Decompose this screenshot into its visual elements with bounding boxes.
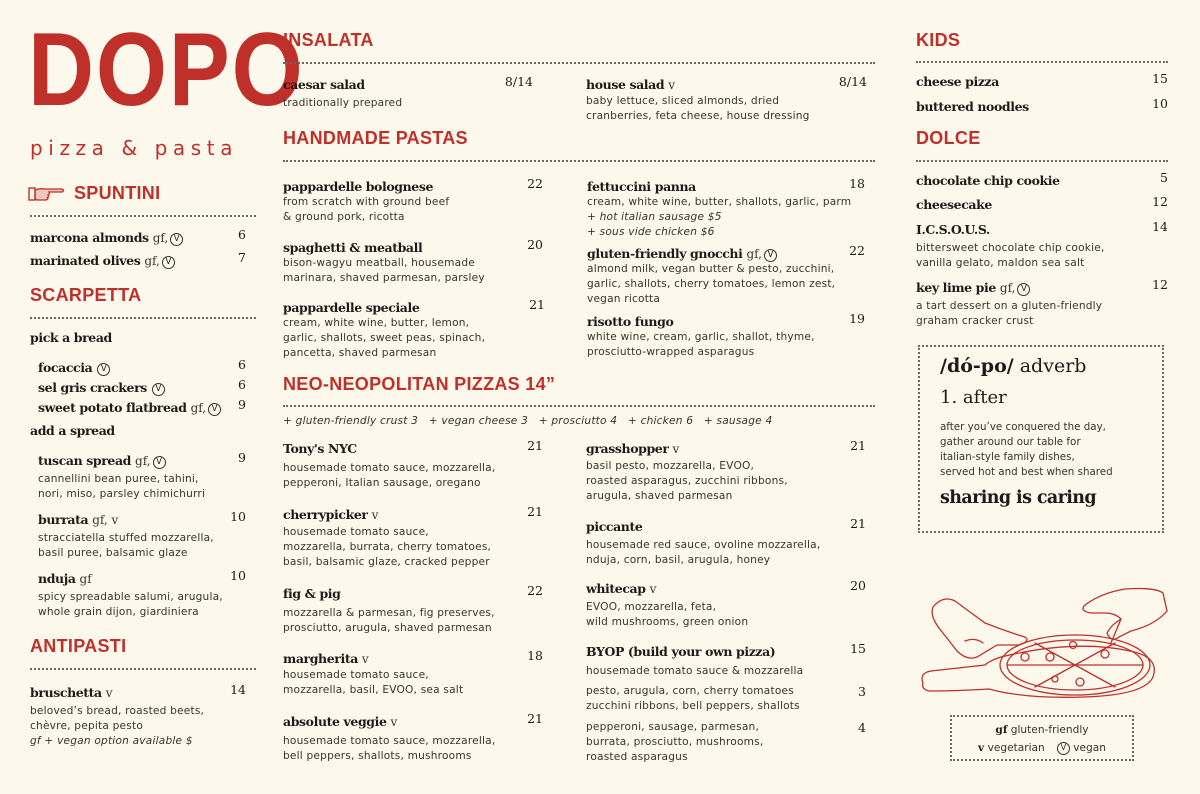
item-description: basil puree, balsamic glaze	[38, 547, 188, 559]
item-description: EVOO, mozzarella, feta,	[586, 601, 717, 613]
topping-list: roasted asparagus	[586, 751, 688, 763]
item-price: 19	[849, 311, 865, 326]
item-description: spicy spreadable salumi, arugula,	[38, 591, 223, 603]
item-price: 21	[850, 438, 866, 453]
diet-tag: gf,	[135, 454, 151, 468]
item-price: 21	[527, 711, 543, 726]
item-description: from scratch with ground beef	[283, 196, 450, 208]
divider	[916, 160, 1168, 162]
item-name: sweet potato flatbread	[38, 400, 187, 415]
section-title-spuntini	[28, 183, 160, 204]
item-name: pappardelle bolognese	[283, 179, 434, 194]
item-name: BYOP (build your own pizza)	[586, 644, 776, 659]
item-name: spaghetti & meatball	[283, 240, 423, 255]
part-of-speech: adverb	[1019, 355, 1087, 377]
menu-item	[283, 237, 543, 286]
divider	[916, 61, 1168, 63]
section-title-text: SPUNTINI	[74, 183, 161, 203]
vegan-icon: V	[153, 456, 166, 469]
menu-item	[283, 504, 543, 570]
item-name: chocolate chip cookie	[916, 173, 1060, 188]
diet-tag: gf,	[999, 281, 1016, 295]
menu-item	[38, 397, 256, 416]
item-description: white wine, cream, garlic, shallot, thyme,	[587, 331, 815, 343]
definition-line: after you’ve conquered the day,	[940, 421, 1106, 433]
item-description: beloved’s bread, roasted beets,	[30, 705, 205, 717]
definition-meaning: 1. after	[940, 387, 1007, 408]
item-name: marcona almonds	[30, 230, 149, 245]
item-description: cranberries, feta cheese, house dressing	[586, 110, 810, 122]
menu-item	[586, 516, 866, 568]
item-price: 20	[527, 237, 543, 252]
item-price: 22	[849, 243, 865, 258]
item-note: gf + vegan option available $	[30, 735, 193, 747]
legend-row	[952, 721, 1132, 739]
byop-topping-group	[586, 720, 866, 765]
item-description: housemade tomato sauce,	[283, 526, 429, 538]
item-name: Tony's NYC	[283, 441, 357, 456]
menu-item	[38, 568, 256, 620]
item-name: burrata	[38, 512, 89, 527]
divider	[283, 160, 875, 162]
menu-item	[38, 450, 256, 502]
vegan-icon: V	[162, 256, 175, 269]
item-price: 15	[850, 641, 866, 656]
topping-price: 3	[858, 684, 866, 699]
diet-tag: v	[371, 508, 379, 522]
menu-item	[30, 250, 256, 269]
item-description: vanilla gelato, maldon sea salt	[916, 257, 1085, 269]
item-name: sel gris crackers	[38, 380, 147, 395]
divider	[30, 317, 256, 319]
menu-item	[586, 578, 866, 630]
item-description: pancetta, shaved parmesan	[283, 347, 437, 359]
menu-item	[916, 71, 1168, 90]
item-name: I.C.S.O.U.S.	[916, 222, 990, 237]
item-price: 12	[1152, 194, 1168, 209]
item-name: risotto fungo	[587, 314, 674, 329]
item-price: 10	[230, 568, 246, 583]
item-price: 7	[238, 250, 246, 265]
definition-headword	[940, 355, 1142, 377]
item-description: roasted asparagus, zucchini ribbons,	[586, 475, 788, 487]
item-price: 22	[527, 583, 543, 598]
item-name: fettuccini panna	[587, 179, 696, 194]
vegetarian-label: vegetarian	[987, 742, 1045, 754]
menu-item	[916, 194, 1168, 213]
menu-item	[283, 438, 543, 491]
menu-item-byop	[586, 641, 866, 679]
menu-item	[283, 711, 543, 764]
definition-line: gather around our table for	[940, 436, 1081, 448]
gf-label: gluten-friendly	[1010, 724, 1089, 736]
diet-tag: v	[105, 686, 113, 700]
menu-item	[283, 583, 543, 636]
dietary-legend	[950, 715, 1134, 761]
item-name: margherita	[283, 651, 358, 666]
vegan-icon: V	[170, 233, 183, 246]
item-description: housemade tomato sauce,	[283, 669, 429, 681]
item-price: 15	[1152, 71, 1168, 86]
item-description: traditionally prepared	[283, 97, 403, 109]
item-price: 14	[230, 682, 246, 697]
item-description: arugula, shaved parmesan	[586, 490, 733, 502]
diet-tag: gf, v	[92, 513, 119, 527]
menu-item	[587, 311, 865, 360]
diet-tag: v	[361, 652, 369, 666]
diet-tag: gf,	[144, 254, 160, 268]
divider	[30, 215, 256, 217]
diet-tag: gf,	[746, 247, 762, 261]
menu-item	[283, 176, 543, 225]
vegan-icon: V	[1017, 283, 1030, 296]
item-description: garlic, shallots, cherry tomatoes, lemon zest,	[587, 278, 836, 290]
vegan-icon: V	[97, 363, 110, 376]
menu-item	[283, 74, 533, 111]
menu-item	[283, 297, 545, 361]
item-description: baby lettuce, sliced almonds, dried	[586, 95, 780, 107]
item-name: house salad	[586, 77, 665, 92]
item-price: 21	[527, 438, 543, 453]
menu-item	[586, 438, 866, 504]
vegetarian-symbol: v	[978, 742, 985, 754]
item-name: marinated olives	[30, 253, 141, 268]
item-price: 22	[527, 176, 543, 191]
vegan-icon: V	[208, 403, 221, 416]
item-price: 6	[238, 377, 246, 392]
topping-list: pepperoni, sausage, parmesan,	[586, 721, 760, 733]
item-description: a tart dessert on a gluten-friendly	[916, 300, 1103, 312]
diet-tag: v	[668, 78, 675, 92]
item-price: 20	[850, 578, 866, 593]
diet-tag: v	[649, 582, 657, 596]
item-description: graham cracker crust	[916, 315, 1034, 327]
byop-topping-group	[586, 684, 866, 714]
item-name: tuscan spread	[38, 453, 132, 468]
item-name: absolute veggie	[283, 714, 387, 729]
section-title-dolce: DOLCE	[916, 128, 981, 148]
vegan-icon: V	[764, 249, 777, 262]
topping-list: pesto, arugula, corn, cherry tomatoes	[586, 685, 794, 697]
item-description: bell peppers, shallots, mushrooms	[283, 750, 472, 762]
item-price: 6	[238, 227, 246, 242]
subheading-bread: pick a bread	[30, 330, 112, 345]
item-description: cream, white wine, butter, lemon,	[283, 317, 470, 329]
item-description: housemade tomato sauce, mozzarella,	[283, 462, 496, 474]
vegan-label: vegan	[1073, 742, 1106, 754]
section-title-pastas: HANDMADE PASTAS	[283, 128, 468, 148]
menu-item	[38, 357, 256, 376]
pointing-hand-icon	[28, 185, 66, 203]
menu-item	[587, 243, 865, 307]
item-name: focaccia	[38, 360, 93, 375]
item-price: 8/14	[504, 74, 533, 89]
item-description: & ground pork, ricotta	[283, 211, 405, 223]
subheading-spread: add a spread	[30, 423, 115, 438]
item-addon: + hot italian sausage $5	[587, 211, 722, 223]
item-description: nduja, corn, basil, arugula, honey	[586, 554, 771, 566]
item-price: 10	[230, 509, 246, 524]
item-name: buttered noodles	[916, 99, 1029, 114]
item-description: wild mushrooms, green onion	[586, 616, 749, 628]
item-name: gluten-friendly gnocchi	[587, 246, 743, 261]
pizza-addons: + gluten-friendly crust 3 + vegan cheese 3 + prosciutto 4 + chicken 6 + sausage 4	[283, 415, 773, 427]
item-description: mozzarella & parmesan, fig preserves,	[283, 607, 495, 619]
item-price: 12	[1152, 277, 1168, 292]
menu-item	[38, 509, 256, 561]
menu-item	[283, 648, 543, 698]
item-name: piccante	[586, 519, 643, 534]
pronunciation: /dó-po/	[940, 355, 1014, 377]
diet-tag: gf	[79, 572, 92, 586]
item-price: 9	[238, 450, 246, 465]
item-description: prosciutto, arugula, shaved parmesan	[283, 622, 492, 634]
brand-logo: DOPO	[28, 12, 305, 128]
item-description: housemade tomato sauce, mozzarella,	[283, 735, 496, 747]
item-description: basil pesto, mozzarella, EVOO,	[586, 460, 755, 472]
item-description: housemade red sauce, ovoline mozzarella,	[586, 539, 821, 551]
legend-row	[952, 739, 1132, 757]
item-description: bison-wagyu meatball, housemade	[283, 257, 475, 269]
item-description: almond milk, vegan butter & pesto, zucchini,	[587, 263, 835, 275]
item-description: whole grain dijon, giardiniera	[38, 606, 199, 618]
menu-item	[916, 96, 1168, 115]
item-price: 18	[527, 648, 543, 663]
item-description: cannellini bean puree, tahini,	[38, 473, 199, 485]
divider	[30, 668, 256, 670]
menu-item	[586, 74, 867, 124]
item-name: nduja	[38, 571, 76, 586]
item-description: marinara, shaved parmesan, parsley	[283, 272, 485, 284]
menu-item	[916, 277, 1168, 329]
item-price: 9	[238, 397, 246, 412]
section-title-scarpetta: SCARPETTA	[30, 285, 142, 305]
item-description: mozzarella, burrata, cherry tomatoes,	[283, 541, 492, 553]
definition-line: served hot and best when shared	[940, 466, 1113, 478]
item-name: cheesecake	[916, 197, 992, 212]
definition-box	[918, 345, 1164, 533]
item-description: garlic, shallots, sweet peas, spinach,	[283, 332, 486, 344]
item-name: whitecap	[586, 581, 646, 596]
definition-line: italian-style family dishes,	[940, 451, 1075, 463]
item-description: cream, white wine, butter, shallots, garlic, parm	[587, 196, 852, 208]
section-title-antipasti: ANTIPASTI	[30, 636, 127, 656]
item-price: 18	[849, 176, 865, 191]
diet-tag: gf,	[152, 231, 169, 245]
item-description: basil, balsamic glaze, cracked pepper	[283, 556, 490, 568]
item-name: cherrypicker	[283, 507, 368, 522]
section-title-kids: KIDS	[916, 30, 961, 50]
item-addon: + sous vide chicken $6	[587, 226, 715, 238]
section-title-insalata: INSALATA	[283, 30, 374, 50]
diet-tag: v	[672, 442, 680, 456]
item-price: 5	[1160, 170, 1168, 185]
menu-item	[916, 170, 1168, 189]
section-title-pizzas: NEO-NEOPOLITAN PIZZAS 14”	[283, 374, 556, 394]
menu-item	[30, 227, 256, 246]
item-price: 8/14	[838, 74, 867, 89]
menu-item	[38, 377, 256, 396]
diet-tag: v	[390, 715, 398, 729]
diet-tag: gf,	[190, 401, 207, 415]
item-description: nori, miso, parsley chimichurri	[38, 488, 206, 500]
item-description: mozzarella, basil, EVOO, sea salt	[283, 684, 464, 696]
item-name: caesar salad	[283, 77, 365, 92]
item-description: chèvre, pepita pesto	[30, 720, 144, 732]
item-description: vegan ricotta	[587, 293, 661, 305]
item-description: stracciatella stuffed mozzarella,	[38, 532, 214, 544]
topping-price: 4	[858, 720, 866, 735]
item-description: bittersweet chocolate chip cookie,	[916, 242, 1105, 254]
item-name: key lime pie	[916, 280, 996, 295]
definition-body	[940, 420, 1142, 480]
divider	[283, 62, 875, 64]
item-price: 21	[527, 504, 543, 519]
item-description: prosciutto-wrapped asparagus	[587, 346, 755, 358]
item-name: pappardelle speciale	[283, 300, 420, 315]
item-name: cheese pizza	[916, 74, 999, 89]
item-price: 6	[238, 357, 246, 372]
brand-tagline: pizza & pasta	[30, 136, 239, 160]
item-name: bruschetta	[30, 685, 102, 700]
item-price: 21	[850, 516, 866, 531]
menu-item	[916, 219, 1168, 271]
gf-symbol: gf	[995, 724, 1008, 736]
topping-list: zucchini ribbons, bell peppers, shallots	[586, 700, 800, 712]
item-price: 14	[1152, 219, 1168, 234]
item-name: fig & pig	[283, 586, 341, 601]
item-description: pepperoni, Italian sausage, oregano	[283, 477, 481, 489]
item-name: grasshopper	[586, 441, 669, 456]
slogan: sharing is caring	[940, 488, 1097, 508]
divider	[283, 405, 875, 407]
vegan-icon: V	[152, 383, 165, 396]
item-description: housemade tomato sauce & mozzarella	[586, 665, 804, 677]
hands-slicing-pizza-illustration	[915, 585, 1175, 700]
menu-item	[587, 176, 865, 240]
item-price: 21	[529, 297, 545, 312]
vegan-icon: V	[1057, 742, 1070, 755]
topping-list: burrata, prosciutto, mushrooms,	[586, 736, 764, 748]
menu-item	[30, 682, 256, 749]
item-price: 10	[1152, 96, 1168, 111]
